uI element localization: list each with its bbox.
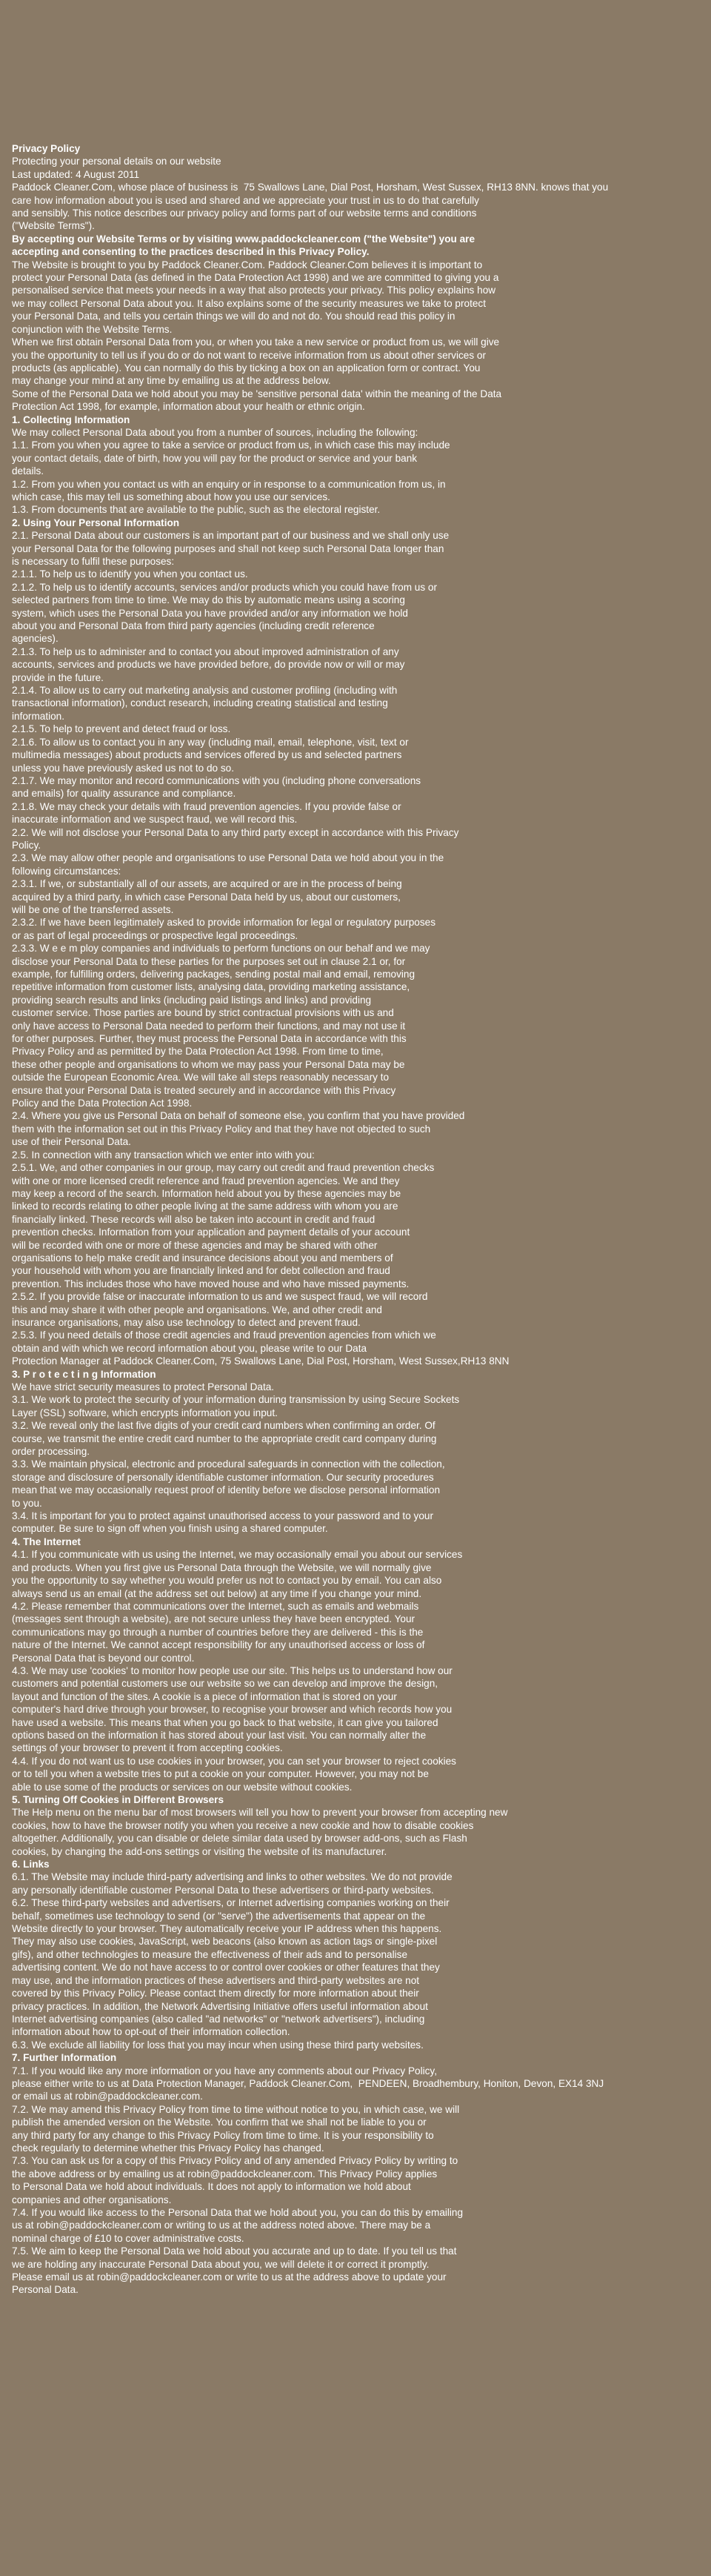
text-line: 7.3. You can ask us for a copy of this Privacy Policy and of any amended Privacy Policy by writing to bbox=[12, 2155, 458, 2167]
text-line: multimedia messages) about products and services offered by us and selected partners bbox=[12, 749, 402, 761]
text-line: Internet advertising companies (also called "ad networks" or "network advertisers"), including bbox=[12, 2013, 425, 2025]
section-heading: 5. Turning Off Cookies in Different Browsers bbox=[12, 1794, 224, 1805]
text-line: storage and disclosure of personally identifiable customer information. Our security procedures bbox=[12, 1471, 434, 1483]
text-line: advertising content. We do not have access to or control over cookies or other features that they bbox=[12, 1962, 440, 1974]
text-line: personalised service that meets your needs in a way that also protects your privacy. This policy explains how bbox=[12, 285, 496, 296]
text-line: 2.3. We may allow other people and organisations to use Personal Data we hold about you in the bbox=[12, 852, 444, 864]
text-line: layout and function of the sites. A cookie is a piece of information that is stored on your bbox=[12, 1690, 397, 1702]
text-line: have used a website. This means that when you go back to that website, it can give you tailored bbox=[12, 1716, 438, 1728]
section-heading: 3. P r o t e c t i n g Information bbox=[12, 1368, 156, 1380]
text-line: any third party for any change to this Privacy Policy from time to time. It is your responsibility to bbox=[12, 2129, 434, 2141]
text-line: may change your mind at any time by emailing us at the address below. bbox=[12, 375, 331, 387]
text-line: Please email us at robin@paddockcleaner.com or write to us at the address above to update your bbox=[12, 2271, 447, 2283]
text-line: unless you have previously asked us not to do so. bbox=[12, 762, 234, 774]
text-line: and sensibly. This notice describes our privacy policy and forms part of our website terms and conditions bbox=[12, 208, 477, 219]
text-line: 2.1.7. We may monitor and record communications with you (including phone conversations bbox=[12, 774, 421, 786]
text-line: financially linked. These records will also be taken into account in credit and fraud bbox=[12, 1213, 375, 1225]
text-line: customer service. Those parties are bound by strict contractual provisions with us and bbox=[12, 1007, 394, 1019]
text-line: we may collect Personal Data about you. It also explains some of the security measures we take to protect bbox=[12, 297, 486, 309]
text-line: customers and potential customers use our website so we can develop and improve the design, bbox=[12, 1678, 438, 1690]
text-line: 2.1.8. We may check your details with fraud prevention agencies. If you provide false or bbox=[12, 800, 401, 812]
text-line: 2.4. Where you give us Personal Data on behalf of someone else, you confirm that you have provided bbox=[12, 1110, 465, 1122]
text-line: inaccurate information and we suspect fraud, we will record this. bbox=[12, 814, 298, 826]
text-line: The Website is brought to you by Paddock Cleaner.Com. Paddock Cleaner.Com believes it is important to bbox=[12, 259, 483, 270]
text-line: Policy. bbox=[12, 839, 41, 851]
text-line: communications may go through a number of countries before they are delivered - this is the bbox=[12, 1626, 424, 1638]
text-line: we are holding any inaccurate Personal Data about you, we will delete it or correct it promptly. bbox=[12, 2258, 430, 2270]
text-line: 2.5.2. If you provide false or inaccurate information to us and we suspect fraud, we will record bbox=[12, 1291, 428, 1303]
text-line: 2.1.3. To help us to administer and to contact you about improved administration of any bbox=[12, 645, 399, 657]
text-line: your Personal Data, and tells you certain things we will do and not do. You should read this policy in bbox=[12, 311, 455, 322]
text-line: 4.3. We may use 'cookies' to monitor how people use our site. This helps us to understand how our bbox=[12, 1664, 453, 1676]
text-line: 4.1. If you communicate with us using the Internet, we may occasionally email you about our services bbox=[12, 1549, 463, 1561]
text-line: We may collect Personal Data about you from a number of sources, including the following: bbox=[12, 426, 418, 438]
text-line: information. bbox=[12, 710, 65, 722]
section-heading: Privacy Policy bbox=[12, 143, 81, 154]
text-line: and emails) for quality assurance and compliance. bbox=[12, 788, 236, 800]
text-line: acquired by a third party, in which case Personal Data held by us, about our customers, bbox=[12, 891, 401, 903]
text-line: check regularly to determine whether this Privacy Policy has changed. bbox=[12, 2142, 324, 2154]
text-line: When we first obtain Personal Data from you, or when you take a new service or product from us, we will give bbox=[12, 336, 500, 348]
text-line: 6.1. The Website may include third-party advertising and links to other websites. We do not provide bbox=[12, 1871, 453, 1883]
text-line: mean that we may occasionally request proof of identity before we disclose personal information bbox=[12, 1484, 441, 1496]
text-line: companies and other organisations. bbox=[12, 2194, 172, 2205]
section-heading: 4. The Internet bbox=[12, 1536, 81, 1547]
text-line: privacy practices. In addition, the Network Advertising Initiative offers useful information about bbox=[12, 2000, 428, 2012]
section-heading: 2. Using Your Personal Information bbox=[12, 517, 180, 528]
text-line: use of their Personal Data. bbox=[12, 1136, 131, 1148]
text-line: 2.1.2. To help us to identify accounts, services and/or products which you could have from us or bbox=[12, 581, 438, 593]
text-line: provide in the future. bbox=[12, 671, 104, 683]
text-line: cookies, how to have the browser notify you when you receive a new cookie and how to disable cookies bbox=[12, 1819, 474, 1831]
text-line: options based on the information it has stored about your last visit. You can normally alter the bbox=[12, 1729, 427, 1741]
text-line: 7.1. If you would like any more information or you have any comments about our Privacy Policy, bbox=[12, 2065, 437, 2077]
text-line: 7.5. We aim to keep the Personal Data we hold about you accurate and up to date. If you tell us that bbox=[12, 2245, 457, 2257]
text-line: Protecting your personal details on our website bbox=[12, 156, 221, 167]
text-line: disclose your Personal Data to these parties for the purposes set out in clause 2.1 or, for bbox=[12, 955, 406, 967]
text-line: conjunction with the Website Terms. bbox=[12, 323, 173, 335]
text-line: behalf, sometimes use technology to send (or "serve") the advertisements that appear on the bbox=[12, 1910, 426, 1922]
text-line: 1.2. From you when you contact us with an enquiry or in response to a communication from us, in bbox=[12, 478, 446, 490]
text-line: outside the European Economic Area. We will take all steps reasonably necessary to bbox=[12, 1072, 390, 1083]
text-line: these other people and organisations to whom we may pass your Personal Data may be bbox=[12, 1058, 405, 1070]
text-line: They may also use cookies, JavaScript, web beacons (also known as action tags or single-pixel bbox=[12, 1936, 438, 1948]
text-line: protect your Personal Data (as defined in the Data Protection Act 1998) and we are committed to giving you a bbox=[12, 272, 499, 284]
text-line: Paddock Cleaner.Com, whose place of business is 75 Swallows Lane, Dial Post, Horsham, West Sussex, RH13 8NN. knows that you bbox=[12, 182, 609, 193]
text-line: repetitive information from customer lists, analysing data, providing marketing assistance, bbox=[12, 981, 410, 993]
text-line: computer. Be sure to sign off when you finish using a shared computer. bbox=[12, 1523, 328, 1535]
section-heading: By accepting our Website Terms or by visiting www.paddockcleaner.com ("the Website") you are bbox=[12, 233, 475, 245]
text-line: settings of your browser to prevent it from accepting cookies. bbox=[12, 1742, 283, 1754]
text-line: prevention checks. Information from your application and payment details of your account bbox=[12, 1226, 410, 1238]
text-line: to Personal Data we hold about individuals. It does not apply to information we hold about bbox=[12, 2181, 411, 2193]
text-line: (messages sent through a website), are not secure unless they have been encrypted. Your bbox=[12, 1613, 415, 1625]
text-line: providing search results and links (including paid listings and links) and providing bbox=[12, 994, 372, 1006]
section-heading: accepting and consenting to the practices described in this Privacy Policy. bbox=[12, 246, 370, 258]
text-line: linked to records relating to other people living at the same address with whom you are bbox=[12, 1201, 398, 1212]
text-line: Layer (SSL) software, which encrypts information you input. bbox=[12, 1407, 278, 1418]
text-line: to you. bbox=[12, 1497, 42, 1509]
text-line: transactional information), conduct research, including creating statistical and testing bbox=[12, 697, 388, 709]
text-line: 1.3. From documents that are available to the public, such as the electoral register. bbox=[12, 504, 381, 516]
text-line: altogether. Additionally, you can disable or delete similar data used by browser add-ons, such as Flash bbox=[12, 1833, 467, 1845]
text-line: only have access to Personal Data needed to perform their functions, and may not use it bbox=[12, 1020, 406, 1032]
text-line: you the opportunity to say whether you would prefer us not to contact you by email. You can also bbox=[12, 1575, 442, 1587]
text-line: 4.4. If you do not want us to use cookies in your browser, you can set your browser to reject cookies bbox=[12, 1755, 456, 1767]
text-line: system, which uses the Personal Data you have provided and/or any information we hold bbox=[12, 607, 408, 619]
text-line: ("Website Terms"). bbox=[12, 220, 95, 232]
text-line: 2.1.6. To allow us to contact you in any way (including mail, email, telephone, visit, text or bbox=[12, 736, 409, 748]
text-line: with one or more licensed credit reference and fraud prevention agencies. We and they bbox=[12, 1175, 400, 1186]
text-line: able to use some of the products or services on our website without cookies. bbox=[12, 1781, 353, 1793]
text-line: for other purposes. Further, they must process the Personal Data in accordance with this bbox=[12, 1033, 407, 1045]
text-line: products (as applicable). You can normally do this by ticking a box on an application form or contract. You bbox=[12, 362, 481, 374]
text-line: selected partners from time to time. We may do this by automatic means using a scoring bbox=[12, 594, 405, 606]
section-heading: 1. Collecting Information bbox=[12, 414, 130, 425]
text-line: Last updated: 4 August 2011 bbox=[12, 168, 140, 180]
text-line: is necessary to fulfil these purposes: bbox=[12, 556, 175, 567]
text-line: you the opportunity to tell us if you do or do not want to receive information from us about other services or bbox=[12, 349, 487, 361]
text-line: or email us at robin@paddockcleaner.com. bbox=[12, 2091, 203, 2102]
text-line: always send us an email (at the address set out below) at any time if you change your mind. bbox=[12, 1587, 422, 1599]
text-line: 2.5.3. If you need details of those credit agencies and fraud prevention agencies from which we bbox=[12, 1330, 436, 1341]
text-line: 7.4. If you would like access to the Personal Data that we hold about you, you can do this by emailing bbox=[12, 2207, 464, 2218]
text-line: order processing. bbox=[12, 1446, 90, 1458]
text-line: 2.1.1. To help us to identify you when you contact us. bbox=[12, 568, 248, 580]
text-line: 1.1. From you when you agree to take a service or product from us, in which case this may include bbox=[12, 439, 450, 451]
text-line: 2.1.5. To help to prevent and detect fraud or loss. bbox=[12, 723, 231, 735]
text-line: computer's hard drive through your browser, to recognise your browser and which records how you bbox=[12, 1704, 453, 1716]
text-line: Website directly to your browser. They automatically receive your IP address when this happens. bbox=[12, 1923, 442, 1935]
text-line: 3.3. We maintain physical, electronic and procedural safeguards in connection with the collection, bbox=[12, 1458, 445, 1470]
text-line: about you and Personal Data from third party agencies (including credit reference bbox=[12, 620, 375, 632]
section-heading: 7. Further Information bbox=[12, 2052, 117, 2064]
text-line: insurance organisations, may also use technology to detect and prevent fraud. bbox=[12, 1316, 361, 1328]
text-line: 3.4. It is important for you to protect against unauthorised access to your password and to your bbox=[12, 1510, 433, 1522]
text-line: course, we transmit the entire credit card number to the appropriate credit card company during bbox=[12, 1433, 437, 1444]
text-line: Personal Data that is beyond our control. bbox=[12, 1652, 195, 1664]
text-line: Protection Manager at Paddock Cleaner.Com, 75 Swallows Lane, Dial Post, Horsham, West Sussex,RH13 8NN bbox=[12, 1355, 510, 1367]
text-line: nature of the Internet. We cannot accept responsibility for any unauthorised access or loss of bbox=[12, 1639, 425, 1651]
text-line: the above address or by emailing us at robin@paddockcleaner.com. This Privacy Policy applies bbox=[12, 2168, 438, 2180]
text-line: 2.1.4. To allow us to carry out marketing analysis and customer profiling (including with bbox=[12, 685, 398, 697]
text-line: 2.1. Personal Data about our customers is an important part of our business and we shall only use bbox=[12, 530, 450, 542]
text-line: Protection Act 1998, for example, information about your health or ethnic origin. bbox=[12, 401, 365, 413]
text-line: covered by this Privacy Policy. Please contact them directly for more information about their bbox=[12, 1988, 419, 1999]
text-line: cookies, by changing the add-ons settings or visiting the website of its manufacturer. bbox=[12, 1845, 387, 1857]
text-line: your Personal Data for the following purposes and shall not keep such Personal Data longer than bbox=[12, 542, 444, 554]
text-line: organisations to help make credit and insurance decisions about you and members of bbox=[12, 1252, 393, 1264]
text-line: this and may share it with other people and organisations. We, and other credit and bbox=[12, 1304, 382, 1315]
text-line: 2.3.2. If we have been legitimately asked to provide information for legal or regulatory purposes bbox=[12, 917, 436, 929]
text-line: 3.1. We work to protect the security of your information during transmission by using Secure Sockets bbox=[12, 1394, 460, 1406]
text-line: publish the amended version on the Website. You confirm that we shall not be liable to you or bbox=[12, 2117, 427, 2128]
text-line: 6.2. These third-party websites and advertisers, or Internet advertising companies working on their bbox=[12, 1897, 450, 1909]
text-line: which case, this may tell us something about how you use our services. bbox=[12, 491, 330, 502]
text-line: following circumstances: bbox=[12, 865, 121, 877]
text-line: gifs), and other technologies to measure the effectiveness of their ads and to personalise bbox=[12, 1948, 408, 1960]
text-line: may keep a record of the search. Information held about you by these agencies may be bbox=[12, 1187, 401, 1199]
text-line: obtain and with which we record information about you, please write to our Data bbox=[12, 1342, 367, 1354]
text-line: or as part of legal proceedings or prospective legal proceedings. bbox=[12, 929, 298, 941]
text-line: Some of the Personal Data we hold about you may be 'sensitive personal data' within the meaning of the Data bbox=[12, 388, 502, 399]
section-heading: 6. Links bbox=[12, 1859, 50, 1870]
text-line: example, for fulfilling orders, delivering packages, sending postal mail and email, removing bbox=[12, 969, 415, 980]
text-line: please either write to us at Data Protection Manager, Paddock Cleaner.Com, PENDEEN, Broadhembury, Honiton, Devon, EX14 3NJ bbox=[12, 2077, 604, 2089]
text-line: prevention. This includes those who have moved house and who have missed payments. bbox=[12, 1278, 410, 1289]
text-line: and products. When you first give us Personal Data through the Website, we will normally give bbox=[12, 1561, 432, 1573]
text-line: 7.2. We may amend this Privacy Policy from time to time without notice to you, in which case, we will bbox=[12, 2103, 460, 2115]
text-line: may use, and the information practices of these advertisers and third-party websites are not bbox=[12, 1974, 420, 1986]
text-line: ensure that your Personal Data is treated securely and in accordance with this Privacy bbox=[12, 1084, 396, 1096]
text-line: 2.5. In connection with any transaction which we enter into with you: bbox=[12, 1149, 315, 1161]
text-line: 6.3. We exclude all liability for loss that you may incur when using these third party websites. bbox=[12, 2039, 424, 2051]
text-line: The Help menu on the menu bar of most browsers will tell you how to prevent your browser from accepting new bbox=[12, 1807, 508, 1819]
text-line: 2.3.1. If we, or substantially all of our assets, are acquired or are in the process of being bbox=[12, 878, 402, 890]
text-line: 2.2. We will not disclose your Personal Data to any third party except in accordance with this Privacy bbox=[12, 826, 459, 838]
text-line: accounts, services and products we have provided before, do provide now or will or may bbox=[12, 659, 405, 671]
text-line: information about how to opt-out of their information collection. bbox=[12, 2026, 290, 2038]
privacy-policy-document bbox=[12, 142, 699, 2297]
text-line: nominal charge of £10 to cover administrative costs. bbox=[12, 2232, 244, 2244]
text-line: us at robin@paddockcleaner.com or writing to us at the address noted above. There may be a bbox=[12, 2220, 431, 2231]
text-line: 2.5.1. We, and other companies in our group, may carry out credit and fraud prevention checks bbox=[12, 1162, 435, 1174]
text-line: will be one of the transferred assets. bbox=[12, 903, 174, 915]
text-line: Privacy Policy and as permitted by the Data Protection Act 1998. From time to time, bbox=[12, 1046, 384, 1058]
text-line: 4.2. Please remember that communications over the Internet, such as emails and webmails bbox=[12, 1600, 419, 1612]
text-line: care how information about you is used and shared and we appreciate your trust in us to do that carefully bbox=[12, 194, 479, 206]
text-line: them with the information set out in this Privacy Policy and that they have not objected to such bbox=[12, 1123, 431, 1135]
text-line: your contact details, date of birth, how you will pay for the product or service and your bank bbox=[12, 452, 418, 464]
text-line: any personally identifiable customer Personal Data to these advertisers or third-party websites. bbox=[12, 1884, 434, 1896]
text-line: Policy and the Data Protection Act 1998. bbox=[12, 1098, 193, 1109]
text-line: 3.2. We reveal only the last five digits of your credit card numbers when confirming an order. Of bbox=[12, 1420, 435, 1432]
text-line: your household with whom you are financially linked and for debt collection and fraud bbox=[12, 1265, 390, 1277]
text-line: details. bbox=[12, 465, 44, 477]
text-line: Personal Data. bbox=[12, 2284, 79, 2296]
text-line: agencies). bbox=[12, 633, 59, 645]
text-line: We have strict security measures to protect Personal Data. bbox=[12, 1381, 275, 1392]
text-line: will be recorded with one or more of these agencies and may be shared with other bbox=[12, 1239, 378, 1251]
text-line: 2.3.3. W e e m ploy companies and individuals to perform functions on our behalf and we may bbox=[12, 943, 430, 955]
text-line: or to tell you when a website tries to put a cookie on your computer. However, you may not be bbox=[12, 1768, 429, 1780]
